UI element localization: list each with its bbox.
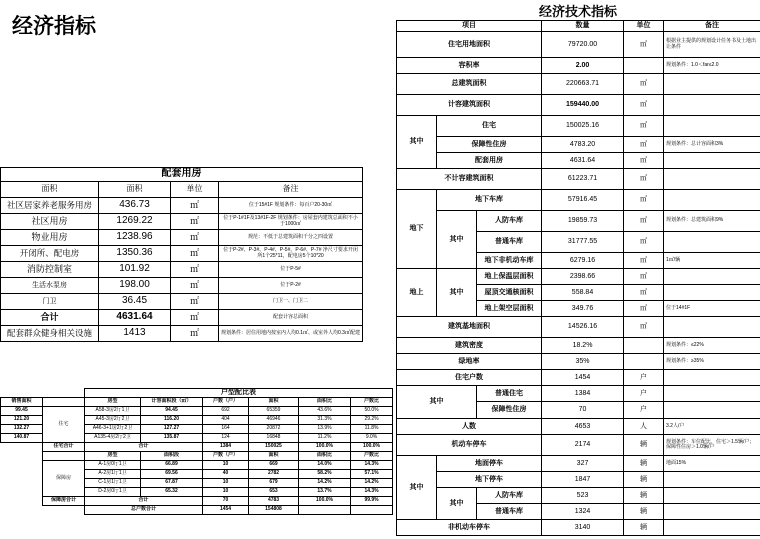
tech-group-qizhong: 其中 [397, 116, 437, 169]
tech-row-label: 人数 [397, 419, 542, 435]
huxing-sum-aratio: 100.0% [299, 497, 351, 506]
huxing-sum-seg: 合计 [85, 443, 203, 452]
huxing-sale-area: 132.27 [1, 425, 43, 434]
tech-row-note [664, 386, 760, 402]
tech-row-note [664, 232, 760, 253]
tech-row-note [664, 116, 760, 137]
tech-row-value: 159440.00 [542, 95, 624, 116]
tech-row-label: 人防车库 [477, 211, 542, 232]
tech-row-value: 349.76 [542, 301, 624, 317]
tech-row-value: 4783.20 [542, 137, 624, 153]
tech-row-note: 3.2人/户 [664, 419, 760, 435]
huxing-area: 2782 [249, 470, 299, 479]
huxing-sum-hratio: 99.9% [351, 497, 393, 506]
tech-row-note [664, 472, 760, 488]
config-row-note: 规划条件：居住用地内按室内人均0.1㎡、或室外人均0.3㎡配建 [219, 326, 363, 342]
huxing-aratio: 43.6% [299, 407, 351, 416]
tech-row-value: 57916.45 [542, 190, 624, 211]
huxing-group-res: 住宅 [43, 407, 85, 443]
config-row-name: 开闭所、配电房 [1, 246, 99, 262]
huxing-header-4: 户数（户） [203, 398, 249, 407]
tech-row-unit: ㎡ [624, 301, 664, 317]
huxing-area: 669 [249, 461, 299, 470]
huxing-aratio: 13.7% [299, 488, 351, 497]
tech-row-unit: 户 [624, 386, 664, 402]
tech-row-unit: 户 [624, 370, 664, 386]
tech-row-label: 地上保温层面积 [477, 269, 542, 285]
huxing-hh: 40 [203, 470, 249, 479]
config-row-unit: ㎡ [171, 246, 219, 262]
config-header-unit: 单位 [171, 182, 219, 198]
config-row-note: 位于15#1F 规划条件：每百户20-30㎡ [219, 198, 363, 214]
tech-row-value: 1454 [542, 370, 624, 386]
huxing-sum-area: 4783 [249, 497, 299, 506]
tech-row-note [664, 285, 760, 301]
tech-row-value: 3140 [542, 520, 624, 536]
huxing-type: A46-3+1房2厅2卫 [85, 425, 141, 434]
tech-row-unit: ㎡ [624, 211, 664, 232]
tech-row-value: 19859.73 [542, 211, 624, 232]
huxing-seg: 127.27 [141, 425, 203, 434]
tech-group-above: 地上 [397, 269, 437, 317]
huxing-hratio: 50.0% [351, 407, 393, 416]
page-title: 经济指标 [12, 15, 96, 38]
config-row-area: 1238.96 [99, 230, 171, 246]
huxing-sum-area: 150025 [249, 443, 299, 452]
tech-row-value: 327 [542, 456, 624, 472]
config-row-unit: ㎡ [171, 310, 219, 326]
tech-row-unit: ㎡ [624, 95, 664, 116]
huxing-blank [1, 443, 43, 452]
huxing-afford-header [1, 452, 393, 461]
tech-row-unit: ㎡ [624, 169, 664, 190]
config-row-name: 门卫 [1, 294, 99, 310]
tech-row-note [664, 504, 760, 520]
tech-row-unit: 辆 [624, 456, 664, 472]
tech-row-unit: 辆 [624, 472, 664, 488]
huxing-hh: 404 [203, 416, 249, 425]
huxing-sum-hh: 1384 [203, 443, 249, 452]
config-row-unit: ㎡ [171, 198, 219, 214]
tech-row-unit: ㎡ [624, 32, 664, 58]
tech-row-unit: 辆 [624, 520, 664, 536]
huxing-area: 653 [249, 488, 299, 497]
tech-row-unit: ㎡ [624, 190, 664, 211]
huxing-aratio: 14.2% [299, 479, 351, 488]
huxing-area: 679 [249, 479, 299, 488]
tech-row-label: 住宅用地面积 [397, 32, 542, 58]
tech-header-unit: 单位 [624, 21, 664, 32]
huxing-header-3: 计容面积段（㎡） [141, 398, 203, 407]
tech-row-note [664, 317, 760, 338]
huxing-hh: 124 [203, 434, 249, 443]
config-row-name: 物业用房 [1, 230, 99, 246]
huxing-aratio: 11.2% [299, 434, 351, 443]
tech-row-label: 保障性住房 [477, 402, 542, 419]
huxing-total-area: 154808 [249, 506, 299, 515]
config-row-note: 位于P-2#、P-3#、P-4#、P-5#、P-6#、P-7# 净尺寸要求开闭所1个25*11，配电房5个10*20 [219, 246, 363, 262]
huxing-aratio: 31.3% [299, 416, 351, 425]
tech-table [396, 20, 760, 536]
huxing-total-hh: 1454 [203, 506, 249, 515]
tech-row-value: 2398.66 [542, 269, 624, 285]
config-row-note: 规范：不低于总建筑面积千分之四设置 [219, 230, 363, 246]
huxing-res-sum-label: 住宅合计 [43, 443, 85, 452]
tech-row-unit: 辆 [624, 435, 664, 456]
huxing-group-afford: 保障房 [43, 461, 85, 497]
huxing-blank [1, 461, 43, 470]
tech-row-label: 机动车停车 [397, 435, 542, 456]
tech-row-note: 规划条件：车位配比，住宅＞1.5辆/户；保障性住房＞1.0辆/户 [664, 435, 760, 456]
tech-row-label: 绿地率 [397, 354, 542, 370]
huxing-total-label: 总户数合计 [85, 506, 203, 515]
huxing-type: A-1房0厅1卫 [85, 461, 141, 470]
huxing-type: A45-3房2厅2卫 [85, 416, 141, 425]
tech-row-value: 1324 [542, 504, 624, 520]
config-row [1, 198, 363, 214]
tech-row-unit: 户 [624, 402, 664, 419]
huxing-aratio: 13.9% [299, 425, 351, 434]
huxing-hratio: 14.3% [351, 461, 393, 470]
huxing-sale-area: 99.45 [1, 407, 43, 416]
tech-row-unit: ㎡ [624, 153, 664, 169]
config-row-area: 36.45 [99, 294, 171, 310]
huxing-type: D-2房0厅1卫 [85, 488, 141, 497]
tech-row-note [664, 488, 760, 504]
huxing-header-5: 面积 [249, 398, 299, 407]
huxing-type: A-2房1厅1卫 [85, 470, 141, 479]
tech-row-unit: ㎡ [624, 74, 664, 95]
tech-row-label: 配套用房 [437, 153, 542, 169]
huxing-header-0: 销售面积 [1, 398, 43, 407]
config-row [1, 326, 363, 342]
config-header-name: 面积 [1, 182, 99, 198]
tech-row-note [664, 74, 760, 95]
tech-header-qty: 数量 [542, 21, 624, 32]
config-row [1, 262, 363, 278]
config-row-area: 101.92 [99, 262, 171, 278]
tech-row-unit: ㎡ [624, 317, 664, 338]
tech-row-label: 地下非机动车库 [477, 253, 542, 269]
tech-row-unit: ㎡ [624, 285, 664, 301]
huxing-afford-header-2: 户数（户） [203, 452, 249, 461]
tech-row-label: 住宅户数 [397, 370, 542, 386]
tech-row-note: 1㎡/辆 [664, 253, 760, 269]
huxing-hh: 164 [203, 425, 249, 434]
tech-row-unit [624, 338, 664, 354]
tech-group-qizhong: 其中 [437, 269, 477, 317]
config-row-area: 1350.36 [99, 246, 171, 262]
config-row-unit: ㎡ [171, 230, 219, 246]
config-row [1, 278, 363, 294]
huxing-hratio: 9.0% [351, 434, 393, 443]
huxing-type: C-1房1厅1卫 [85, 479, 141, 488]
tech-row-label: 容积率 [397, 58, 542, 74]
tech-row-label: 非机动车停车 [397, 520, 542, 536]
tech-row-label: 地下停车 [437, 472, 542, 488]
tech-group-underground: 地下 [397, 190, 437, 269]
tech-row-value: 31777.55 [542, 232, 624, 253]
huxing-blank [43, 452, 85, 461]
huxing-afford-header-0: 房型 [85, 452, 141, 461]
tech-group-qizhong: 其中 [397, 456, 437, 520]
huxing-header-1 [43, 398, 85, 407]
tech-row-label: 总建筑面积 [397, 74, 542, 95]
tech-row-value: 14526.16 [542, 317, 624, 338]
tech-row-unit [624, 354, 664, 370]
tech-header-note: 备注 [664, 21, 760, 32]
config-row-area: 436.73 [99, 198, 171, 214]
tech-row-unit: ㎡ [624, 232, 664, 253]
config-row-area: 198.00 [99, 278, 171, 294]
huxing-area: 46946 [249, 416, 299, 425]
tech-row-unit: 辆 [624, 488, 664, 504]
tech-row-label: 建筑基地面积 [397, 317, 542, 338]
tech-row-value: 1384 [542, 386, 624, 402]
huxing-seg: 66.89 [141, 461, 203, 470]
tech-row-value: 2174 [542, 435, 624, 456]
tech-row-value: 558.84 [542, 285, 624, 301]
config-row [1, 246, 363, 262]
config-row-unit: ㎡ [171, 294, 219, 310]
tech-row-label: 人防车库 [477, 488, 542, 504]
huxing-area: 16848 [249, 434, 299, 443]
config-row-unit: ㎡ [171, 214, 219, 230]
tech-row-label: 建筑密度 [397, 338, 542, 354]
tech-row-label: 保障性住房 [437, 137, 542, 153]
tech-row-unit: ㎡ [624, 269, 664, 285]
config-row [1, 310, 363, 326]
huxing-hh: 10 [203, 461, 249, 470]
tech-row-label: 普通车库 [477, 232, 542, 253]
huxing-blank [1, 470, 43, 479]
tech-row-unit: 辆 [624, 504, 664, 520]
tech-row-note: 规划条件：1.0＜far≤2.0 [664, 58, 760, 74]
config-row-unit: ㎡ [171, 326, 219, 342]
huxing-header-6: 面积比 [299, 398, 351, 407]
tech-row-value: 35% [542, 354, 624, 370]
config-row-name: 社区居家养老服务用房 [1, 198, 99, 214]
tech-row-note: 地面15% [664, 456, 760, 472]
huxing-table-title: 户型配比表 [85, 389, 393, 398]
huxing-afford-header-4: 面积比 [299, 452, 351, 461]
config-row-unit: ㎡ [171, 278, 219, 294]
tech-row-value: 70 [542, 402, 624, 419]
huxing-blank [1, 479, 43, 488]
config-row-area: 1269.22 [99, 214, 171, 230]
huxing-sum-seg: 合计 [85, 497, 203, 506]
huxing-hratio: 11.8% [351, 425, 393, 434]
config-row [1, 230, 363, 246]
huxing-blank [1, 497, 43, 506]
tech-row-note: 位于14#1F [664, 301, 760, 317]
tech-group-qizhong: 其中 [437, 488, 477, 520]
config-row-note: 位于P-1#1F及13#1F-2F 规划条件：房屋套内建筑总面积不小于1000㎡ [219, 214, 363, 230]
tech-row-note [664, 153, 760, 169]
config-table [0, 167, 363, 342]
huxing-res-row [1, 407, 393, 416]
tech-row-label: 地面停车 [437, 456, 542, 472]
huxing-seg: 135.87 [141, 434, 203, 443]
tech-row-note [664, 95, 760, 116]
tech-row-value: 6279.16 [542, 253, 624, 269]
tech-row-note [664, 520, 760, 536]
tech-header-item: 项目 [397, 21, 542, 32]
huxing-blank [1, 452, 43, 461]
config-row [1, 214, 363, 230]
huxing-seg: 116.20 [141, 416, 203, 425]
config-row-name: 配套群众健身相关设施 [1, 326, 99, 342]
tech-row-unit [624, 58, 664, 74]
tech-row-value: 4653 [542, 419, 624, 435]
huxing-table [0, 388, 393, 515]
config-header-note: 备注 [219, 182, 363, 198]
tech-row-value: 1847 [542, 472, 624, 488]
config-row-area: 4631.64 [99, 310, 171, 326]
huxing-aratio: 14.0% [299, 461, 351, 470]
tech-row-value: 61223.71 [542, 169, 624, 190]
huxing-sum-hh: 70 [203, 497, 249, 506]
tech-row-unit: ㎡ [624, 116, 664, 137]
tech-group-qizhong: 其中 [397, 386, 477, 419]
tech-row-label: 屋顶交通核面积 [477, 285, 542, 301]
tech-row-note [664, 269, 760, 285]
tech-row-label: 计容建筑面积 [397, 95, 542, 116]
tech-row-note: 规划条件：≥35% [664, 354, 760, 370]
huxing-aratio: 58.2% [299, 470, 351, 479]
huxing-seg: 65.32 [141, 488, 203, 497]
config-row-name: 社区用房 [1, 214, 99, 230]
config-row-name: 生活水泵房 [1, 278, 99, 294]
config-row-unit: ㎡ [171, 262, 219, 278]
huxing-hh: 10 [203, 479, 249, 488]
tech-row-value: 523 [542, 488, 624, 504]
tech-row-note: 规划条件：总建筑面积9% [664, 211, 760, 232]
tech-row-label: 普通车库 [477, 504, 542, 520]
tech-row-note [664, 190, 760, 211]
tech-row-note [664, 402, 760, 419]
tech-table-title: 经济技术指标 [538, 4, 617, 19]
tech-row-note: 规划条件：总计容面积3% [664, 137, 760, 153]
tech-row-unit: 人 [624, 419, 664, 435]
huxing-afford-header-5: 户数比 [351, 452, 393, 461]
tech-row-label: 地下车库 [437, 190, 542, 211]
tech-group-qizhong: 其中 [437, 211, 477, 269]
config-row-name: 合计 [1, 310, 99, 326]
config-row-note: 位于P-5# [219, 262, 363, 278]
huxing-header-2: 房型 [85, 398, 141, 407]
tech-row-label: 住宅 [437, 116, 542, 137]
huxing-sale-area: 140.87 [1, 434, 43, 443]
huxing-seg: 69.56 [141, 470, 203, 479]
tech-row-value: 79720.00 [542, 32, 624, 58]
huxing-hh: 10 [203, 488, 249, 497]
config-table-title: 配套用房 [1, 168, 363, 182]
config-row-note: 门卫一、门卫二 [219, 294, 363, 310]
huxing-sale-area: 121.20 [1, 416, 43, 425]
config-row-area: 1413 [99, 326, 171, 342]
huxing-seg: 67.87 [141, 479, 203, 488]
tech-row-note [664, 370, 760, 386]
tech-row-value: 2.00 [542, 58, 624, 74]
tech-row-note [664, 169, 760, 190]
config-row-name: 消防控制室 [1, 262, 99, 278]
huxing-afford-header-3: 面积 [249, 452, 299, 461]
huxing-sum-aratio: 100.0% [299, 443, 351, 452]
tech-row-value: 150025.16 [542, 116, 624, 137]
tech-row-unit: ㎡ [624, 253, 664, 269]
huxing-area: 65359 [249, 407, 299, 416]
huxing-hratio: 14.2% [351, 479, 393, 488]
tech-row-value: 220663.71 [542, 74, 624, 95]
config-header-area: 面积 [99, 182, 171, 198]
huxing-afford-row [1, 461, 393, 470]
tech-row-label: 不计容建筑面积 [397, 169, 542, 190]
huxing-area: 20872 [249, 425, 299, 434]
config-row-note: 配套计容总面积 [219, 310, 363, 326]
config-row [1, 294, 363, 310]
huxing-type: A58-3房2厅1卫 [85, 407, 141, 416]
huxing-res-sum [1, 443, 393, 452]
huxing-sum-hratio: 100.0% [351, 443, 393, 452]
tech-row-label: 普通住宅 [477, 386, 542, 402]
tech-row-value: 4631.64 [542, 153, 624, 169]
huxing-header-7: 户数比 [351, 398, 393, 407]
tech-row-unit: ㎡ [624, 137, 664, 153]
huxing-hratio: 14.3% [351, 488, 393, 497]
huxing-hratio: 57.1% [351, 470, 393, 479]
tech-row-value: 18.2% [542, 338, 624, 354]
huxing-seg: 94.45 [141, 407, 203, 416]
tech-row-label: 地上架空层面积 [477, 301, 542, 317]
tech-row-note: 规划条件：≤22% [664, 338, 760, 354]
config-row-note: 位于P-2# [219, 278, 363, 294]
huxing-afford-sum-label: 保障房合计 [43, 497, 85, 506]
huxing-afford-header-1: 面积段 [141, 452, 203, 461]
huxing-type: A135-4房2厅2卫 [85, 434, 141, 443]
huxing-hh: 692 [203, 407, 249, 416]
huxing-afford-sum [1, 497, 393, 506]
huxing-blank [1, 488, 43, 497]
tech-row-note: 根据业主提供的规划设计任务书及土地出让条件 [664, 32, 760, 58]
huxing-hratio: 29.2% [351, 416, 393, 425]
